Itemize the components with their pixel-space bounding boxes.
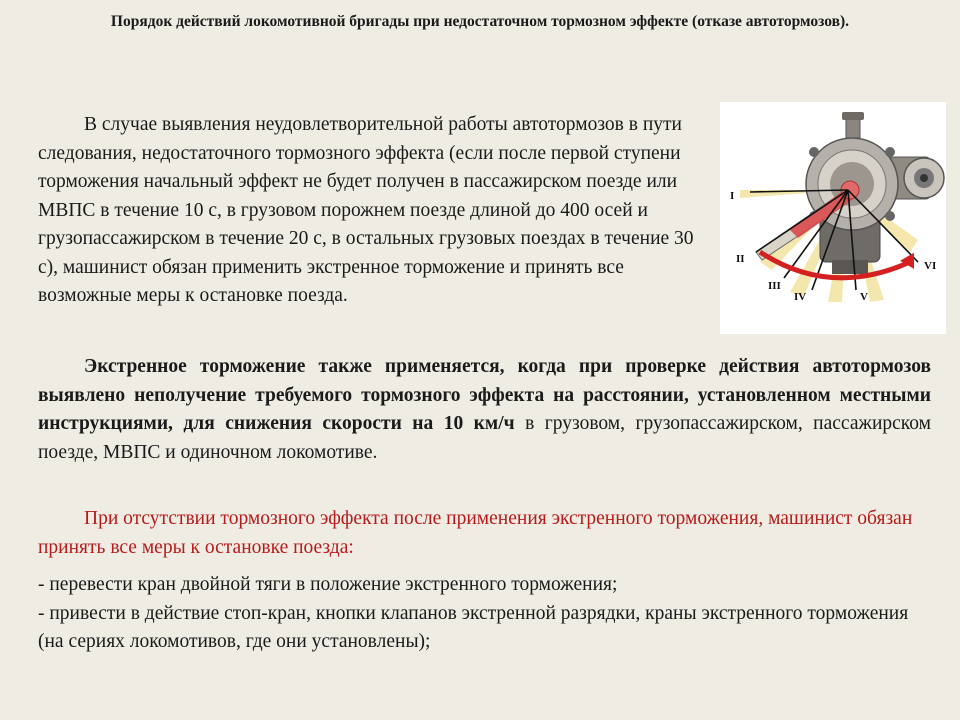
paragraph-emergency-bold: Экстренное торможение также применяется, когда при проверке действия автотормозов выявлено неполучение требуемого тормозного эффекта на расстоянии, установленном местными инструкциями, для снижения скорости на 10 км/ч [38,356,931,434]
paragraph-conditions [38,111,713,311]
position-label-4: IV [794,291,807,303]
brake-valve-drawing [720,102,946,334]
paragraph-no-effect [38,505,931,562]
position-label-1: I [730,190,735,202]
slide-title: Порядок действий локомотивной бригады при недостаточном тормозном эффекте (отказе автотормозов). [110,13,850,30]
paragraph-conditions-text: В случае выявления неудовлетворительной работы автотормозов в пути следования, недостаточного тормозного эффекта (если после первой ступени торможения начальный эффект не будет получен в пассажирском поезде или МВПС в течение 10 с, в грузовом порожнем поезде длиной до 400 осей и грузопассажирском в течение 20 с, в остальных грузовых поездах в течение 30 с), машинист обязан применить экстренное торможение и принять все возможные меры к остановке поезда. [38,114,694,306]
brake-valve-figure [720,102,946,334]
position-label-2: II [736,253,745,265]
position-label-5: V [860,291,868,303]
paragraph-emergency [38,353,931,467]
action-list-item: - перевести кран двойной тяги в положение экстренного торможения; [38,574,618,595]
paragraph-emergency-normal: в грузовом, грузопассажирском, пассажирском поезде, МВПС и одиночном локомотиве. [38,413,931,463]
position-label-3: III [768,280,781,292]
action-list [38,571,931,657]
paragraph-no-effect-text: При отсутствии тормозного эффекта после применения экстренного торможения, машинист обязан принять все меры к остановке поезда: [38,508,913,558]
position-label-6: VI [924,260,937,272]
action-list-item: - привести в действие стоп-кран, кнопки клапанов экстренной разрядки, краны экстренного торможения (на сериях локомотивов, где они установлены); [38,602,909,652]
